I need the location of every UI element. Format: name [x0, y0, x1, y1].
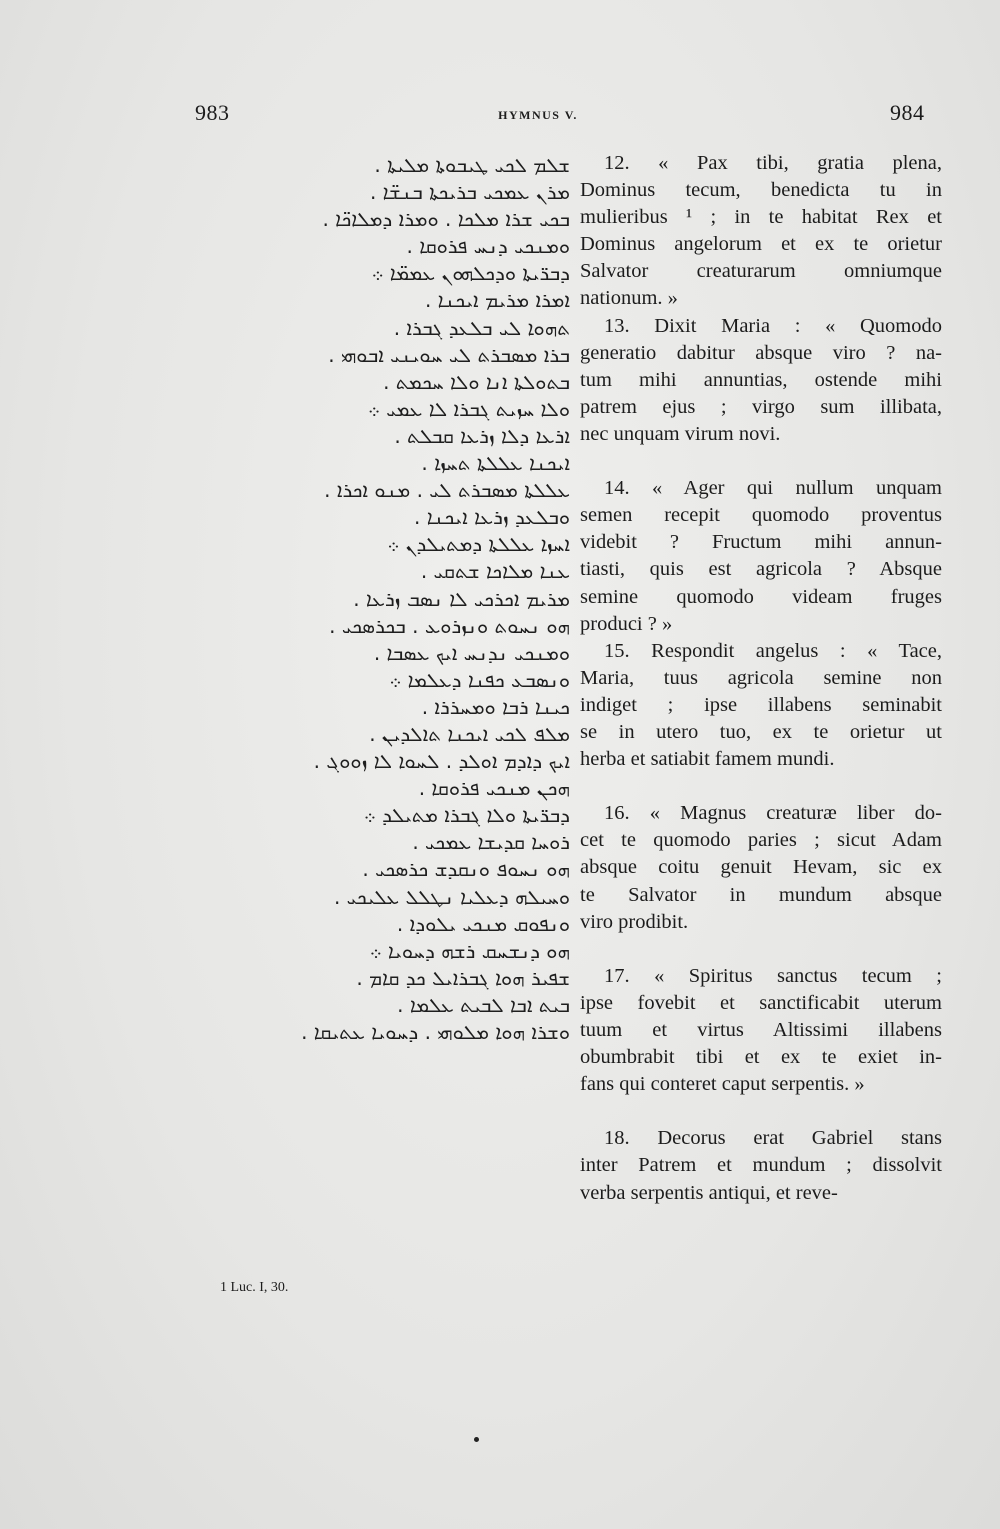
verse-line: semen recepit quomodo proventus	[580, 504, 942, 527]
syriac-line: ܘܒܠܥܕ ܙܪܥܐ ܐܝܟܢܐ .	[414, 505, 570, 530]
verse-line: generatio dabitur absque viro ? na-	[580, 341, 942, 364]
syriac-line: ܗܟܢ ܡܢܟܝ ܦܪܘܩܐ .	[418, 776, 570, 801]
verse-paragraph	[580, 150, 942, 313]
verse-paragraph	[580, 638, 942, 773]
syriac-line: ܘܢܦܘܩ ܡܢܟܝ ܝܠܘܕܐ .	[396, 911, 570, 936]
syriac-line: ܘܠܐ ܚܙܝܬ ܓܒܪܐ ܠܐ ܥܡܝ ܀	[367, 396, 570, 421]
syriac-line: ܥܢܐ ܡܠܐܟܐ ܫܬܩܝ .	[420, 559, 570, 584]
running-head	[0, 100, 1000, 130]
verse-line: Dominus tecum, benedicta tu in	[580, 179, 942, 202]
verse-line: Respondit angelus : « Tace,	[651, 639, 943, 662]
verse-line: Salvator creaturarum omniumque	[580, 260, 942, 283]
verse-paragraph	[580, 475, 942, 638]
page-mark-dot	[474, 1437, 479, 1442]
verse-paragraph	[580, 963, 942, 1098]
verse-line: tum mihi annuntias, ostende mihi	[580, 368, 942, 391]
syriac-line: ܡܪܢ ܥܡܟܝ ܒܪܝܟܬܐ ܒܢܫ̈ܐ .	[369, 180, 570, 205]
syriac-line: ܒܪܐ ܡܣܒܪܬ ܠܝ ܚܘܝܢܝ ܐܒܘܗܝ .	[328, 342, 570, 367]
verse-line: semine quomodo videam fruges	[580, 585, 942, 608]
syriac-line: ܒܟܝ ܫܪܐ ܡܠܟܐ . ܘܡܪܐ ܕܡܠܐܟ̈ܐ .	[322, 207, 570, 232]
verse-line: nationum. »	[580, 287, 678, 310]
syriac-line: ܫܦܝܪ ܗܘܐ ܓܒܪܐܝܠ ܟܕ ܩܐܡ .	[356, 965, 570, 990]
verse-paragraph	[580, 800, 942, 935]
syriac-line: ܘܫܪܐ ܗܘܐ ܡܠܘܗܝ . ܕܚܘܝܐ ܥܬܝܩܐ .	[301, 1020, 570, 1044]
syriac-line: ܬܗܘܐ ܠܝ ܒܠܥܕ ܓܒܪܐ .	[393, 315, 570, 340]
verse-number: 15.	[604, 639, 630, 662]
syriac-line: ܘܡܢܟܝ ܢܕܢܚ ܐܝܟ ܥܣܒܐ .	[373, 640, 570, 665]
verse-line: « Spiritus sanctus tecum ;	[654, 964, 942, 987]
syriac-line: ܟܝܢܐ ܪܒܐ ܘܡܚܪܪܐ .	[421, 694, 570, 719]
syriac-line: ܐܝܟ ܕܐܕܡ ܐܘܠܕ . ܠܚܘܐ ܠܐ ܙܘܘܓ .	[313, 749, 570, 774]
verse-line: herba et satiabit famem mundi.	[580, 748, 835, 771]
verse-line: videbit ? Fructum mihi annun-	[580, 531, 942, 554]
verse-line: indiget ; ipse illabens seminabit	[580, 693, 942, 716]
verse-line: « Magnus creaturæ liber do-	[649, 802, 942, 825]
verse-line: produci ? »	[580, 612, 673, 635]
verse-number: 17.	[604, 964, 630, 987]
verse-line: patrem ejus ; virgo sum illibata,	[580, 395, 942, 418]
verse-line: Dixit Maria : « Quomodo	[654, 314, 942, 337]
verse-line: ipse fovebit et sanctificabit uterum	[580, 991, 942, 1014]
syriac-line: ܐܡܪܐ ܡܪܝܡ ܐܝܟܢܐ .	[424, 288, 570, 313]
latin-text-column	[580, 150, 942, 1207]
syriac-line: ܡܠܦ ܠܟܝ ܐܝܟܢܐ ܬܐܠܕܝܢ .	[369, 721, 570, 746]
verse-line: cet te quomodo paries ; sicut Adam	[580, 829, 942, 852]
verse-line: verba serpentis antiqui, et reve-	[580, 1181, 838, 1204]
syriac-line: ܘܚܝܠܗ ܕܥܠܝܐ ܢܛܠܠ ܥܠܝܟܝ .	[333, 884, 570, 909]
syriac-line: ܒܬܘܠܬܐ ܐܢܐ ܘܠܐ ܚܟܡܬ .	[383, 369, 570, 394]
syriac-line: ܘܢܣܒܥ ܟܦܢܐ ܕܥܠܡܐ ܀	[389, 667, 570, 692]
verse-line: Dominus angelorum et ex te orietur	[580, 233, 942, 256]
verse-line: mulieribus ¹ ; in te habitat Rex et	[580, 206, 942, 229]
syriac-line: ܒܝܬ ܐܒܐ ܠܒܝܬ ܥܠܡܐ .	[397, 992, 570, 1017]
syriac-line: ܗܘ ܕܢܫܚܩ ܪܫܗ ܕܚܘܝܐ ܀	[369, 938, 570, 963]
syriac-line: ܗܘ ܢܚܘܦ ܘܢܩܕܫ ܟܪܣܟܝ .	[362, 857, 570, 882]
verse-line: obumbrabit tibi et ex te exiet in-	[580, 1046, 942, 1069]
syriac-line: ܐܚܙܐ ܥܠܠܬܐ ܕܡܬܝܠܕܢ ܀	[387, 532, 570, 557]
syriac-line: ܘܡܢܟܝ ܕܢܚ ܦܪܘܩܐ .	[406, 234, 570, 259]
verse-line: « Pax tibi, gratia plena,	[658, 152, 942, 174]
syriac-line: ܫܠܡ ܠܟܝ ܛܝܒܘܬܐ ܡܠܝܬܐ .	[374, 153, 570, 177]
page-number-left: 983	[195, 100, 230, 125]
page-number-right: 984	[890, 100, 925, 125]
verse-line: se in utero tuo, ex te orietur ut	[580, 720, 942, 743]
verse-line: inter Patrem et mundum ; dissolvit	[580, 1154, 942, 1177]
verse-line: Maria, tuus agricola semine non	[580, 666, 942, 689]
verse-number: 16.	[604, 802, 630, 825]
verse-paragraph	[580, 313, 942, 448]
syriac-line: ܕܒܪ̈ܝܬܐ ܘܠܐ ܓܒܪܐ ܡܬܝܠܕ ܀	[363, 803, 570, 828]
verse-number: 18.	[604, 1127, 630, 1150]
verse-line: tiasti, quis est agricola ? Absque	[580, 558, 942, 581]
verse-line: absque coitu genuit Hevam, sic ex	[580, 856, 942, 879]
verse-line: tuum et virtus Altissimi illabens	[580, 1019, 942, 1041]
running-title: HYMNUS V.	[498, 108, 578, 122]
syriac-line: ܡܪܝܡ ܐܟܪܟܝ ܠܐ ܢܣܒ ܙܪܥܐ .	[353, 586, 570, 611]
verse-number: 12.	[604, 152, 630, 174]
verse-number: 13.	[604, 314, 630, 337]
verse-line: nec unquam virum novi.	[580, 422, 781, 445]
syriac-line: ܗܘ ܢܚܘܬ ܘܢܙܪܘܥ . ܒܟܪܣܟܝ .	[329, 613, 570, 638]
footnote: 1 Luc. I, 30.	[220, 1280, 289, 1295]
syriac-line: ܐܪܥܐ ܕܠܐ ܙܪܥܐ ܩܒܠܬ .	[394, 423, 570, 448]
verse-line: « Ager qui nullum unquam	[652, 477, 942, 500]
syriac-line: ܥܠܠܬܐ ܡܣܒܪܬ ܠܝ . ܡܢܘ ܐܟܪܐ .	[324, 478, 570, 503]
verse-number: 14.	[604, 477, 630, 500]
syriac-line: ܐܝܟܢܐ ܥܠܠܬܐ ܬܚܙܐ .	[421, 451, 570, 476]
syriac-line: ܪܘܚܐ ܩܕܝܫܐ ܥܡܟܝ .	[412, 830, 570, 855]
syriac-text-column	[205, 152, 570, 1046]
verse-line: fans qui conteret caput serpentis. »	[580, 1073, 865, 1096]
syriac-line: ܕܒܪ̈ܝܬܐ ܘܕܟܠܗܘܢ ܥܡܡ̈ܐ ܀	[371, 261, 570, 286]
verse-paragraph	[580, 1125, 942, 1206]
verse-line: te Salvator in mundum absque	[580, 883, 942, 906]
verse-line: viro prodibit.	[580, 910, 689, 933]
verse-line: Decorus erat Gabriel stans	[657, 1127, 942, 1150]
